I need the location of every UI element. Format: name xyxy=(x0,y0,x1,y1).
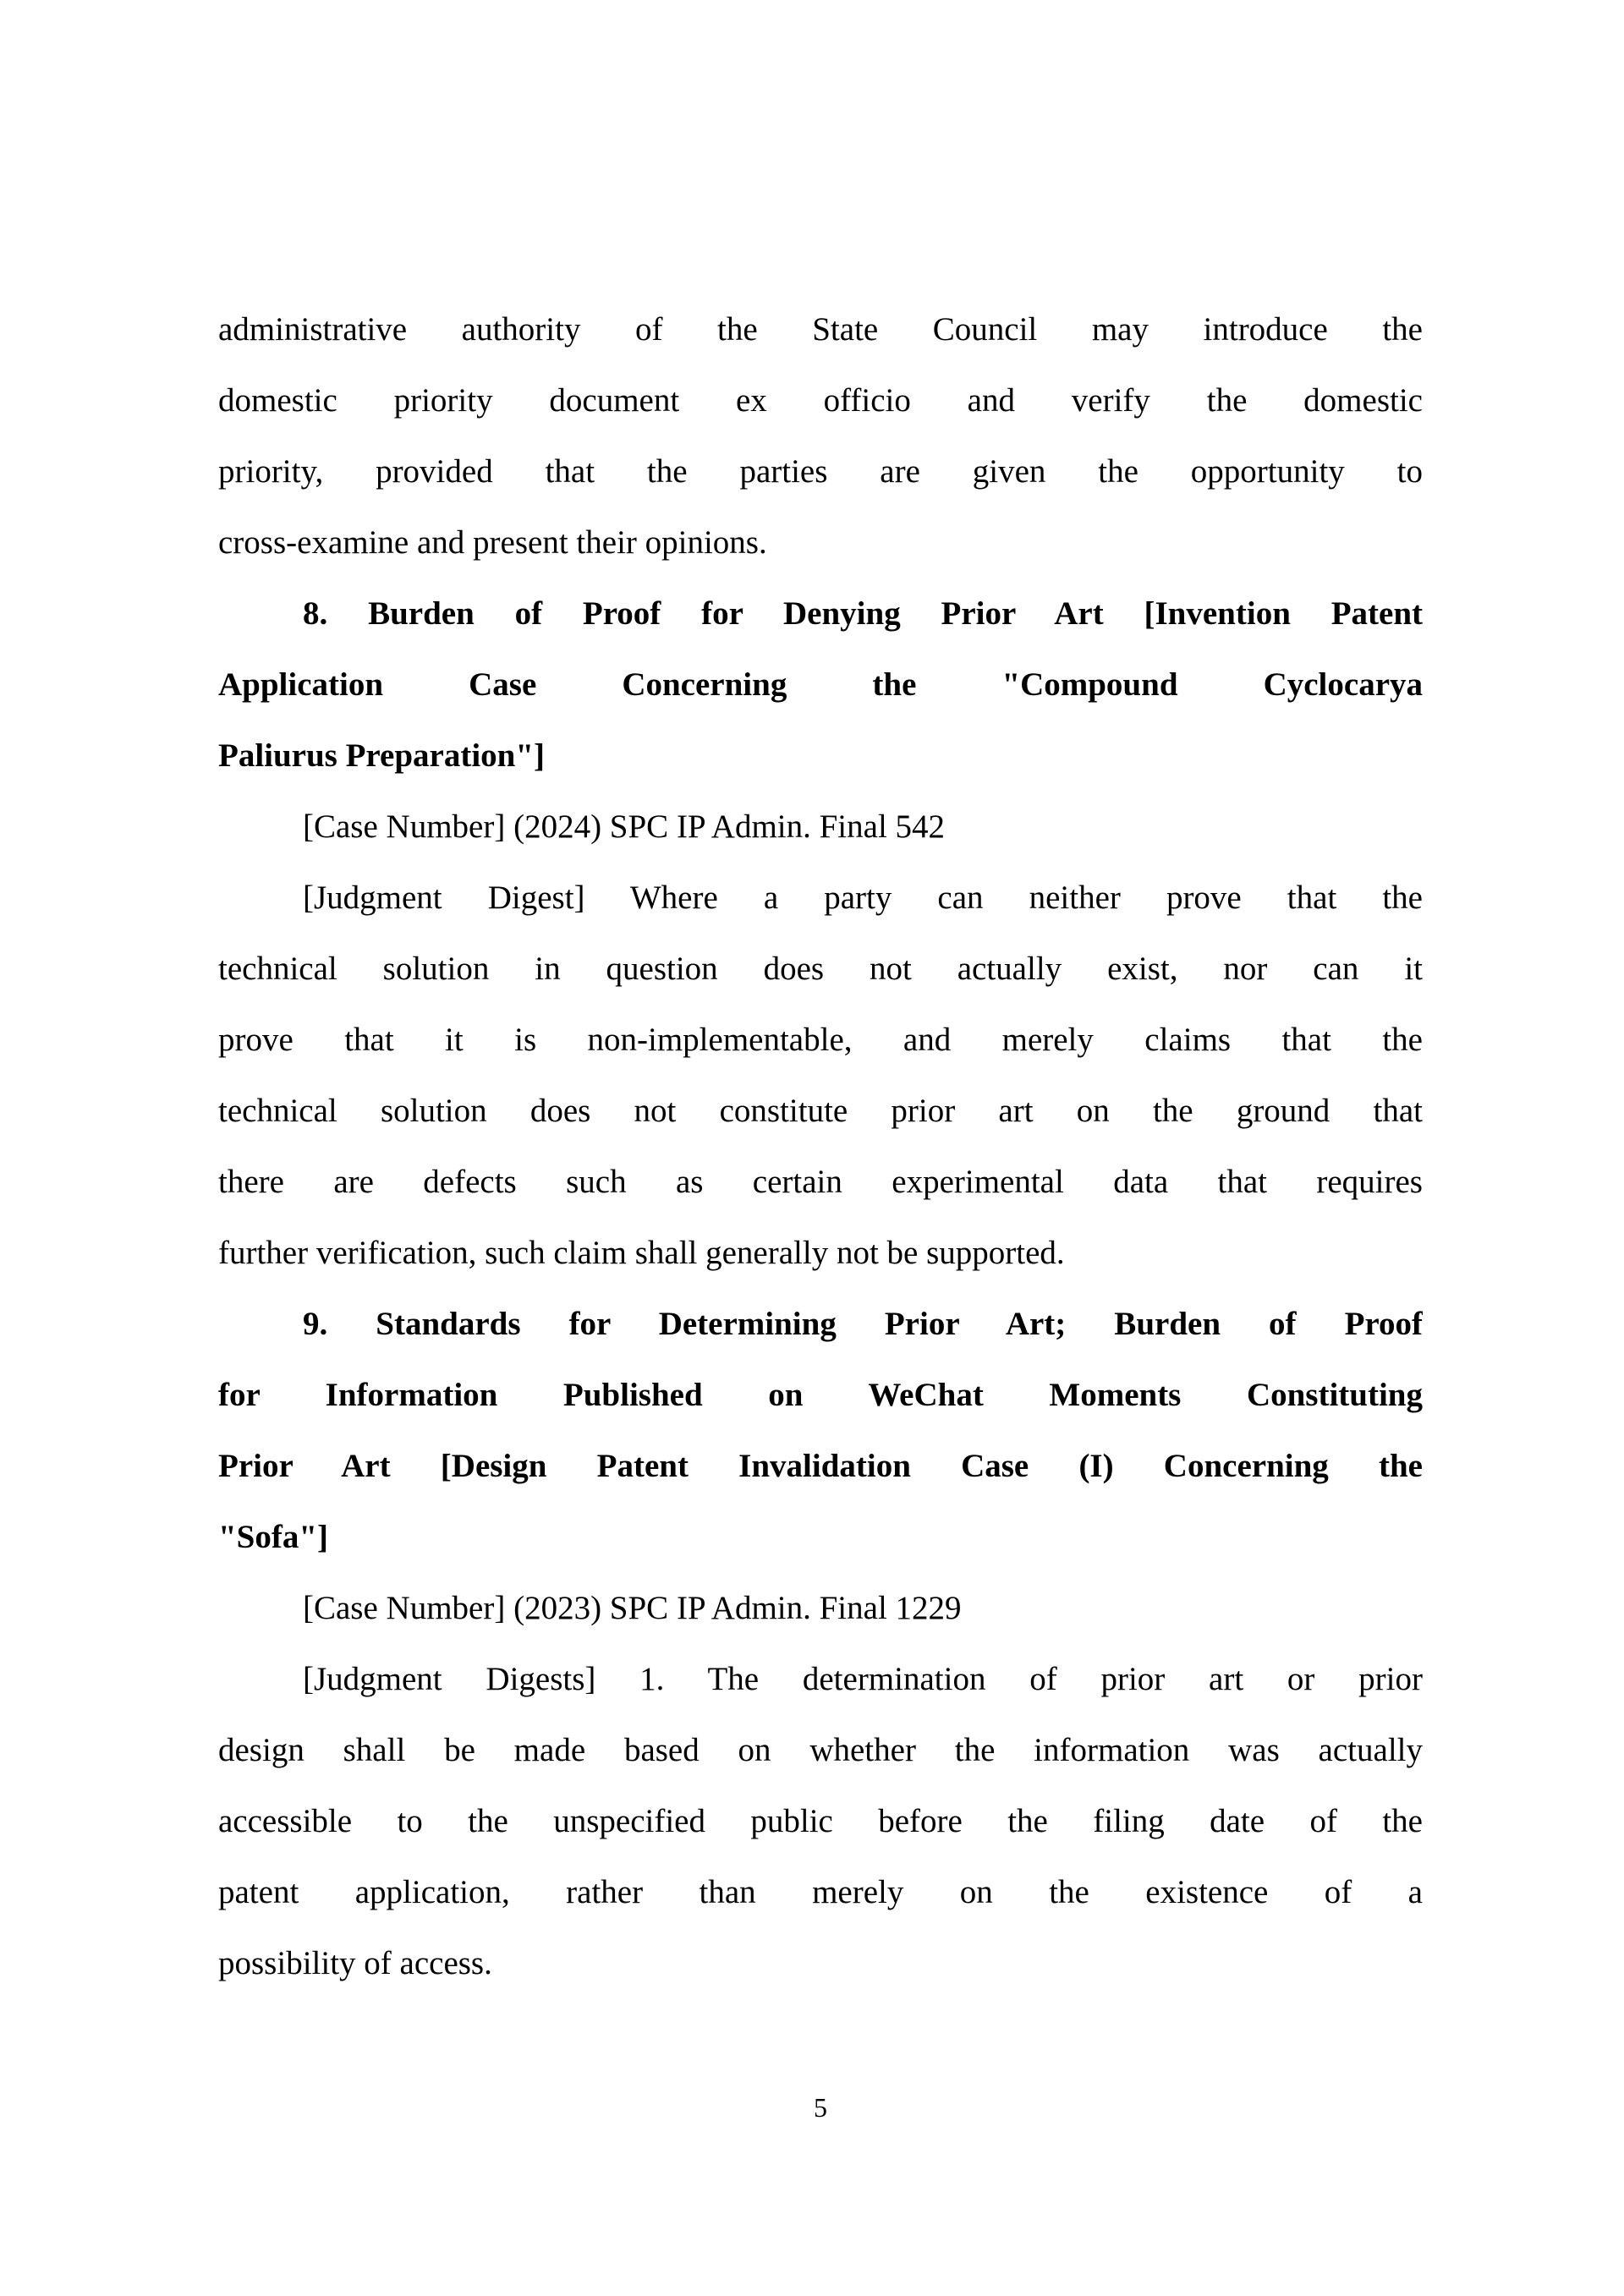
text-line: accessible to the unspecified public before the filing date of the xyxy=(218,1803,1423,1839)
heading-case-8 xyxy=(218,578,1423,792)
text-line: priority, provided that the parties are given the opportunity to xyxy=(218,453,1423,490)
text-line: possibility of access. xyxy=(218,1945,492,1981)
text-line: administrative authority of the State Council may introduce the xyxy=(218,311,1423,348)
text-line: for Information Published on WeChat Moments Constituting xyxy=(218,1377,1423,1413)
text-line: [Case Number] (2024) SPC IP Admin. Final 542 xyxy=(303,808,946,845)
text-line: further verification, such claim shall generally not be supported. xyxy=(218,1235,1065,1271)
text-line: [Case Number] (2023) SPC IP Admin. Final 1229 xyxy=(303,1590,962,1626)
text-line: technical solution in question does not actually exist, nor can it xyxy=(218,951,1423,987)
text-line: patent application, rather than merely on the existence of a xyxy=(218,1874,1423,1910)
text-line: Paliurus Preparation"] xyxy=(218,737,546,774)
text-line: [Judgment Digest] Where a party can neither prove that the xyxy=(303,879,1423,916)
text-line: cross-examine and present their opinions. xyxy=(218,524,767,561)
document-body xyxy=(218,294,1423,1999)
text-line: Application Case Concerning the "Compound Cyclocarya xyxy=(218,666,1423,703)
paragraph-body-continued xyxy=(218,294,1423,578)
judgment-digest-9 xyxy=(218,1644,1423,1999)
text-line: "Sofa"] xyxy=(218,1519,328,1555)
text-line: technical solution does not constitute prior art on the ground that xyxy=(218,1093,1423,1129)
text-line: 9. Standards for Determining Prior Art; Burden of Proof xyxy=(303,1306,1423,1342)
text-line: [Judgment Digests] 1. The determination of prior art or prior xyxy=(303,1661,1423,1697)
case-number-9 xyxy=(218,1573,1423,1644)
text-line: there are defects such as certain experimental data that requires xyxy=(218,1164,1423,1200)
text-line: design shall be made based on whether the information was actually xyxy=(218,1732,1423,1768)
page-number: 5 xyxy=(814,2092,827,2123)
heading-case-9 xyxy=(218,1289,1423,1573)
text-line: Prior Art [Design Patent Invalidation Case (I) Concerning the xyxy=(218,1448,1423,1484)
text-line: prove that it is non-implementable, and merely claims that the xyxy=(218,1022,1423,1058)
case-number-8 xyxy=(218,792,1423,863)
judgment-digest-8 xyxy=(218,863,1423,1289)
text-line: domestic priority document ex officio and verify the domestic xyxy=(218,382,1423,419)
text-line: 8. Burden of Proof for Denying Prior Art [Invention Patent xyxy=(303,595,1423,632)
